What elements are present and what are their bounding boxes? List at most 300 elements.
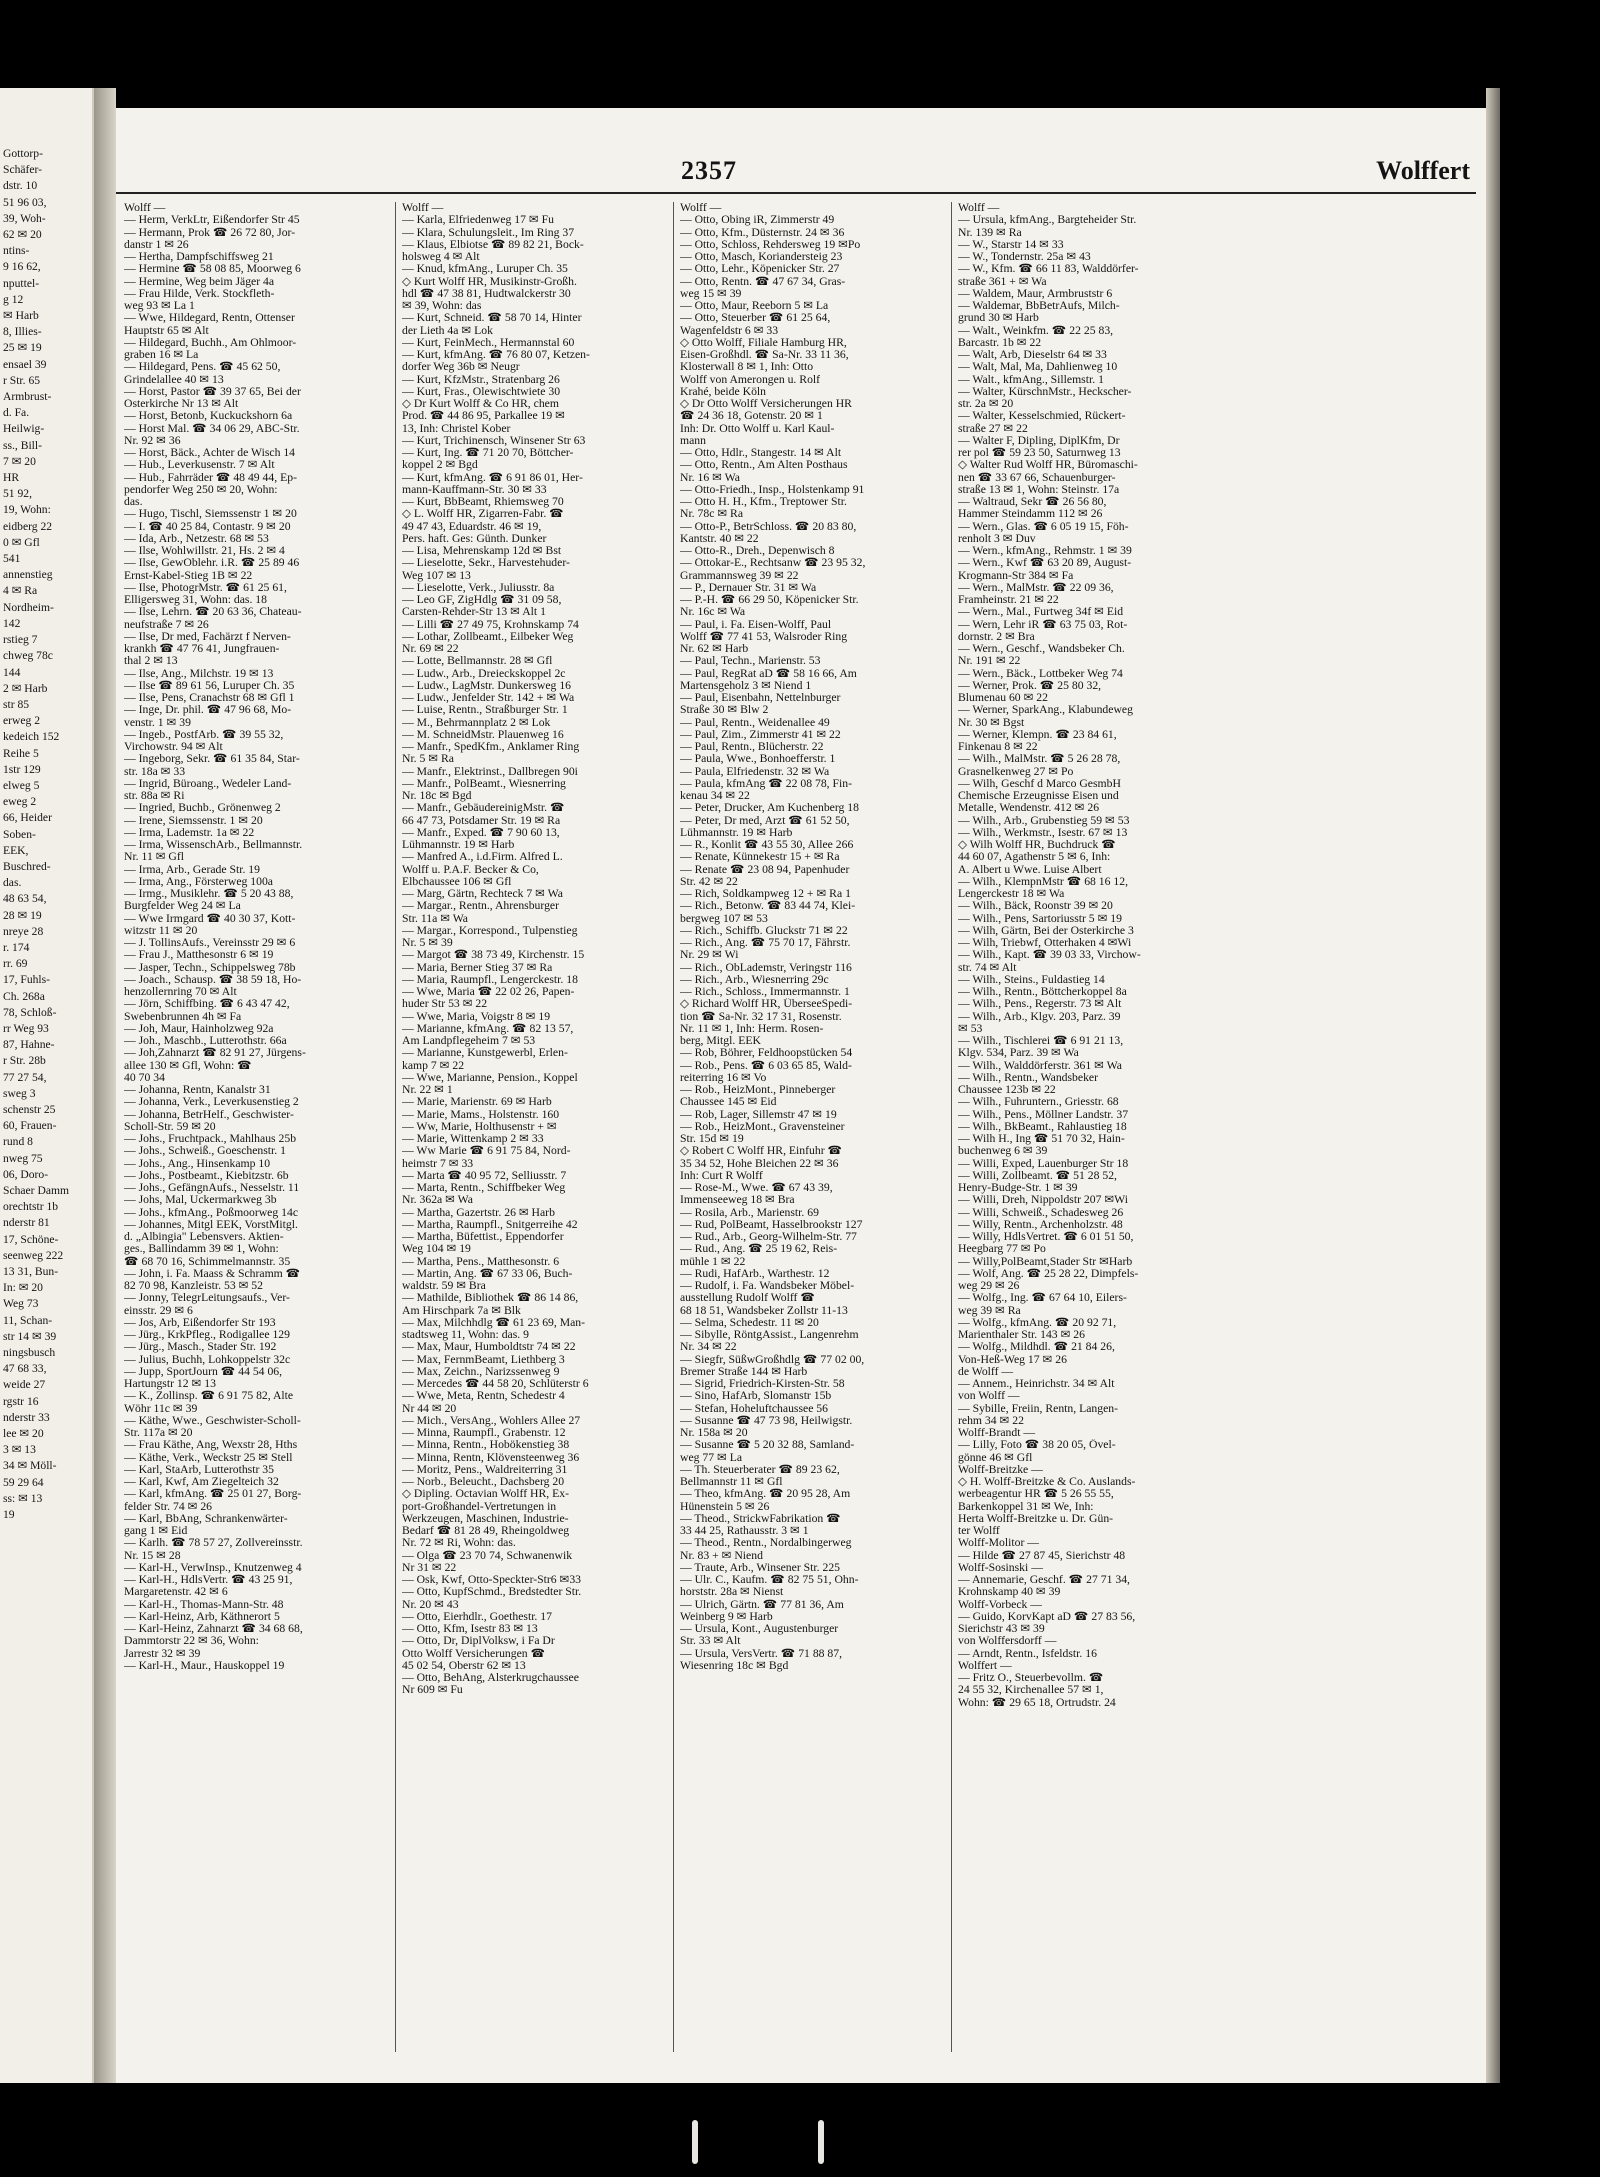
directory-entry-line: Am Landpflegeheim 7 ✉ 53 bbox=[402, 1035, 536, 1047]
directory-entry-line: — Horst Mal. ☎ 34 06 29, ABC-Str. bbox=[124, 422, 300, 435]
previous-page-fragment: nderstr 81 bbox=[3, 1216, 50, 1230]
previous-page-edge bbox=[0, 88, 94, 2083]
directory-entry-line: — Walter, KürschnMstr., Heckscher- bbox=[958, 385, 1132, 398]
directory-entry-line: Nr. 83 + ✉ Niend bbox=[680, 1549, 763, 1562]
directory-entry-line: — Werner, SparkAng., Klabundeweg bbox=[958, 704, 1133, 717]
directory-entry-line: — Jürg., KrkPfleg., Rodigallee 129 bbox=[124, 1329, 290, 1341]
directory-entry-line: — Joh,Zahnarzt ☎ 82 91 27, Jürgens- bbox=[124, 1047, 306, 1060]
directory-entry-line: ges., Ballindamm 39 ✉ 1, Wohn: bbox=[124, 1243, 279, 1256]
directory-entry-line: — Otto-R., Dreh., Depenwisch 8 bbox=[680, 545, 835, 557]
directory-entry-line: Lühmannstr. 19 ✉ Harb bbox=[402, 839, 515, 851]
directory-entry-line: — Ilse, Dr med, Fachärzt f Nerven- bbox=[124, 630, 291, 643]
directory-entry-line: — Wilh., KlempnMstr ☎ 68 16 12, bbox=[958, 875, 1129, 888]
directory-entry-line: dorfer Weg 36b ✉ Neugr bbox=[402, 361, 520, 374]
previous-page-fragment: 9 16 62, bbox=[3, 260, 41, 274]
directory-entry-line: — M., Behrmannplatz 2 ✉ Lok bbox=[402, 716, 551, 729]
directory-entry-line: Am Hirschpark 7a ✉ Blk bbox=[402, 1304, 521, 1317]
previous-page-fragment: erweg 2 bbox=[3, 714, 41, 728]
directory-entry-line: — Theod., StrickwFabrikation ☎ bbox=[680, 1512, 841, 1525]
directory-entry-line: — Hermine, Weg beim Jäger 4a bbox=[124, 275, 275, 288]
directory-entry-line: — Rich., Betonw. ☎ 83 44 74, Klei- bbox=[680, 900, 856, 913]
directory-entry-line: — Renate ☎ 23 08 94, Papenhuder bbox=[680, 863, 850, 876]
previous-page-fragment: Reihe 5 bbox=[3, 746, 39, 760]
directory-entry-line: ◇ H. Wolff-Breitzke & Co. Auslands- bbox=[958, 1476, 1136, 1488]
directory-entry-line: — Susanne ☎ 5 20 32 88, Samland- bbox=[680, 1439, 855, 1452]
directory-column-4 bbox=[958, 202, 1223, 1709]
directory-entry-line: — Kurt, Ing. ☎ 71 20 70, Böttcher- bbox=[402, 447, 574, 459]
directory-entry-line: — Werner, Prok. ☎ 25 80 32, bbox=[958, 679, 1102, 692]
previous-page-fragment: sweg 3 bbox=[3, 1086, 36, 1100]
directory-entry-line: — Kurt, Schneid. ☎ 58 70 14, Hinter bbox=[402, 312, 582, 325]
directory-entry-line: Herta Wolff-Breitzke u. Dr. Gün- bbox=[958, 1512, 1114, 1525]
directory-entry-line: 40 70 34 bbox=[124, 1071, 165, 1084]
directory-entry-line: — Martha, Raumpfl., Snitgerreihe 42 bbox=[402, 1218, 578, 1231]
directory-entry-line: — Sino, HafArb, Slomanstr 15b bbox=[680, 1390, 832, 1403]
directory-entry-line: — Paul, Rentn., Blücherstr. 22 bbox=[680, 741, 824, 753]
previous-page-fragment: 51 96 03, bbox=[3, 195, 47, 209]
directory-entry-line: — Wwe, Maria, Voigstr 8 ✉ 19 bbox=[402, 1010, 551, 1023]
previous-page-fragment: In: ✉ 20 bbox=[3, 1281, 43, 1295]
directory-entry-line: tion ☎ Sa-Nr. 32 17 31, Rosenstr. bbox=[680, 1010, 842, 1023]
directory-entry-line: — Luise, Rentn., Straßburger Str. 1 bbox=[402, 704, 568, 717]
directory-entry-line: Nr. 18c ✉ Bgd bbox=[402, 790, 472, 802]
previous-page-fragment: Weg 73 bbox=[3, 1297, 39, 1311]
directory-entry-line: ◇ Dipling. Octavian Wolff HR, Ex- bbox=[402, 1488, 569, 1501]
directory-entry-line: ✉ 39, Wohn: das bbox=[402, 300, 482, 312]
directory-entry-line: Nr. 11 ✉ 1, Inh: Herm. Rosen- bbox=[680, 1022, 824, 1035]
directory-entry-line: — Sigrid, Friedrich-Kirsten-Str. 58 bbox=[680, 1378, 845, 1390]
directory-entry-line: — Frau Käthe, Ang, Wexstr 28, Hths bbox=[124, 1439, 298, 1452]
directory-entry-line: — Ilse, Lehrn. ☎ 20 63 36, Chateau- bbox=[124, 606, 302, 619]
previous-page-fragment: ntins- bbox=[3, 244, 30, 258]
directory-entry-line: einsstr. 29 ✉ 6 bbox=[124, 1304, 193, 1317]
directory-entry-line: Immenseeweg 18 ✉ Bra bbox=[680, 1194, 795, 1207]
directory-entry-line: 66 47 73, Potsdamer Str. 19 ✉ Ra bbox=[402, 814, 561, 827]
directory-entry-line: — R., Konlit ☎ 43 55 30, Allee 266 bbox=[680, 839, 854, 851]
directory-entry-line: — Wwe, Maria ☎ 22 02 26, Papen- bbox=[402, 986, 575, 998]
directory-entry-line: — Willy,PolBeamt,Stader Str ✉Harb bbox=[958, 1255, 1133, 1268]
directory-entry-line: — Waldem, Maur, Armbruststr 6 bbox=[958, 287, 1113, 300]
directory-entry-line: Lühmannstr. 19 ✉ Harb bbox=[680, 826, 793, 839]
directory-entry-line: — Joh, Maur, Hainholzweg 92a bbox=[124, 1022, 274, 1035]
directory-entry-line: — Annem., Heinrichstr. 34 ✉ Alt bbox=[958, 1378, 1115, 1390]
directory-entry-line: — Johs., Ang., Hinsenkamp 10 bbox=[124, 1157, 271, 1170]
directory-entry-line: — Johannes, Mitgl EEK, VorstMitgl. bbox=[124, 1218, 298, 1231]
directory-entry-line: Nr. 72 ✉ Ri, Wohn: das. bbox=[402, 1537, 516, 1550]
directory-entry-line: — Werner, Klempn. ☎ 23 84 61, bbox=[958, 728, 1117, 741]
directory-entry-line: — Hildegard, Pens. ☎ 45 62 50, bbox=[124, 361, 281, 374]
directory-entry-line: — Ursula, Kont., Augustenburger bbox=[680, 1623, 839, 1635]
previous-page-fragment: 0 ✉ Gfl bbox=[3, 535, 40, 549]
directory-entry-line: — Marta, Rentn., Schiffbeker Weg bbox=[402, 1182, 566, 1194]
directory-entry-line: ter Wolff bbox=[958, 1525, 1000, 1537]
directory-entry-line: — Joh., Maschb., Lutterothstr. 66a bbox=[124, 1035, 287, 1047]
directory-entry-line: — Wilh., Bäck, Roonstr 39 ✉ 20 bbox=[958, 900, 1113, 913]
directory-entry-line: Wagenfeldstr 6 ✉ 33 bbox=[680, 324, 779, 337]
directory-entry-line: — Otto, Lehr., Köpenicker Str. 27 bbox=[680, 263, 840, 276]
directory-entry-line: — Jürg., Masch., Stader Str. 192 bbox=[124, 1341, 277, 1354]
directory-entry-line: mühle 1 ✉ 22 bbox=[680, 1255, 746, 1268]
directory-entry-line: Nr. 62 ✉ Harb bbox=[680, 643, 749, 655]
directory-entry-line: reiterring 16 ✉ Vo bbox=[680, 1071, 767, 1084]
previous-page-fragment: 2 ✉ Harb bbox=[3, 681, 48, 695]
directory-entry-line: — Marianne, Kunstgewerbl, Erlen- bbox=[402, 1047, 568, 1060]
directory-entry-line: das. bbox=[124, 496, 143, 508]
directory-entry-line: Str. 15d ✉ 19 bbox=[680, 1133, 744, 1145]
directory-entry-line: — Ottokar-E., Rechtsanw ☎ 23 95 32, bbox=[680, 557, 866, 570]
directory-entry-line: Nr. 92 ✉ 36 bbox=[124, 434, 181, 447]
directory-entry-line: — Wilh., Arb., Klgv. 203, Parz. 39 bbox=[958, 1010, 1121, 1023]
directory-entry-line: — Wwe, Meta, Rentn, Schedestr 4 bbox=[402, 1390, 565, 1403]
directory-entry-line: Nr. 78c ✉ Ra bbox=[680, 508, 744, 521]
directory-entry-line: — Wilh H., Ing ☎ 51 70 32, Hain- bbox=[958, 1133, 1125, 1145]
directory-entry-line: — Irma, WissenschArb., Bellmannstr. bbox=[124, 839, 303, 851]
directory-entry-line: pendorfer Weg 250 ✉ 20, Wohn: bbox=[124, 483, 278, 496]
previous-page-fragment: lee ✉ 20 bbox=[3, 1427, 44, 1441]
directory-entry-line: — Wern., kfmAng., Rehmstr. 1 ✉ 39 bbox=[958, 545, 1132, 557]
directory-entry-line: Wolff — bbox=[402, 202, 444, 214]
previous-page-fragment: Schaer Damm bbox=[3, 1184, 69, 1197]
directory-entry-line: — Kurt, FeinMech., Hermannstal 60 bbox=[402, 336, 575, 349]
directory-entry-line: — Karl, Kwf, Am Ziegelteich 32 bbox=[124, 1476, 279, 1488]
directory-entry-line: Hartungstr 12 ✉ 13 bbox=[124, 1378, 216, 1390]
directory-entry-line: Nr. 30 ✉ Bgst bbox=[958, 716, 1025, 729]
directory-entry-line: — Otto, BehAng, Alsterkrugchaussee bbox=[402, 1672, 579, 1684]
previous-page-fragment: Ch. 268a bbox=[3, 989, 45, 1003]
previous-page-fragment: schenstr 25 bbox=[3, 1102, 56, 1116]
directory-entry-line: krankh ☎ 47 76 41, Jungfrauen- bbox=[124, 643, 280, 655]
directory-entry-line: — Martin, Ang. ☎ 67 33 06, Buch- bbox=[402, 1267, 573, 1280]
directory-entry-line: Framheinstr. 21 ✉ 22 bbox=[958, 594, 1059, 606]
previous-page-fragment: nweg 75 bbox=[3, 1151, 43, 1165]
directory-entry-line: — Ida, Arb., Netzestr. 68 ✉ 53 bbox=[124, 532, 269, 545]
directory-entry-line: Nr. 11 ✉ Gfl bbox=[124, 851, 185, 864]
directory-entry-line: Chaussee 123b ✉ 22 bbox=[958, 1084, 1056, 1096]
directory-entry-line: buchenweg 6 ✉ 39 bbox=[958, 1145, 1048, 1158]
previous-page-fragment: nderstr 33 bbox=[3, 1410, 50, 1424]
directory-entry-line: Nr. 158a ✉ 20 bbox=[680, 1427, 748, 1439]
directory-entry-line: — Wern., Bäck., Lottbeker Weg 74 bbox=[958, 667, 1123, 680]
previous-page-fragment: kedeich 152 bbox=[3, 730, 60, 744]
directory-entry-line: Wolff — bbox=[958, 202, 1000, 214]
directory-entry-line: kamp 7 ✉ 22 bbox=[402, 1059, 465, 1072]
directory-entry-line: — P., Dernauer Str. 31 ✉ Wa bbox=[680, 581, 817, 594]
directory-entry-line: Hünenstein 5 ✉ 26 bbox=[680, 1500, 770, 1513]
directory-entry-line: — Klaus, Elbiotse ☎ 89 82 21, Bock- bbox=[402, 238, 584, 251]
directory-entry-line: Str. 11a ✉ Wa bbox=[402, 912, 468, 925]
directory-entry-line: ◇ Kurt Wolff HR, Musikinstr-Großh. bbox=[402, 275, 577, 288]
directory-entry-line: — Lilly, Foto ☎ 38 20 05, Övel- bbox=[958, 1439, 1116, 1452]
directory-entry-line: Wolff u. P.A.F. Becker & Co, bbox=[402, 863, 539, 876]
directory-entry-line: — Paula, Elfriedenstr. 32 ✉ Wa bbox=[680, 765, 830, 778]
directory-entry-line: Jarrestr 32 ✉ 39 bbox=[124, 1647, 201, 1660]
directory-entry-line: Grammannsweg 39 ✉ 22 bbox=[680, 569, 799, 582]
directory-entry-line: — Marie, Marienstr. 69 ✉ Harb bbox=[402, 1096, 552, 1109]
directory-entry-line: ◇ Dr Kurt Wolff & Co HR, chem bbox=[402, 398, 559, 410]
directory-entry-line: — Martha, Gazertstr. 26 ✉ Harb bbox=[402, 1206, 555, 1219]
directory-entry-line: renholt 3 ✉ Duv bbox=[958, 532, 1036, 545]
directory-entry-line: — Paula, Wwe., Bonhoefferstr. 1 bbox=[680, 753, 836, 766]
directory-entry-line: — Otto, Rentn., Am Alten Posthaus bbox=[680, 459, 848, 472]
directory-entry-line: — Irmg., Musiklehr. ☎ 5 20 43 88, bbox=[124, 888, 294, 900]
directory-entry-line: Wolff-Molitor — bbox=[958, 1537, 1039, 1550]
previous-page-fragment: Nordheim- bbox=[3, 600, 54, 614]
directory-entry-line: weg 39 ✉ Ra bbox=[958, 1304, 1021, 1317]
directory-entry-line: — Paula, kfmAng ☎ 22 08 78, Fin- bbox=[680, 777, 853, 790]
directory-entry-line: kenau 34 ✉ 22 bbox=[680, 790, 750, 802]
directory-entry-line: — Fritz O., Steuerbevollm. ☎ bbox=[958, 1672, 1104, 1684]
directory-entry-line: 82 70 98, Kanzleistr. 53 ✉ 52 bbox=[124, 1280, 263, 1292]
directory-entry-line: — Mercedes ☎ 44 58 20, Schlüterstr 6 bbox=[402, 1378, 589, 1390]
directory-entry-line: — Irma, Lademstr. 1a ✉ 22 bbox=[124, 826, 255, 839]
directory-entry-line: — Otto, Kfm, Isestr 83 ✉ 13 bbox=[402, 1623, 538, 1635]
previous-page-fragment: eidberg 22 bbox=[3, 519, 53, 533]
directory-entry-line: Wolff-Vorbeck — bbox=[958, 1598, 1042, 1611]
directory-entry-line: — Kurt, kfmAng. ☎ 6 91 86 01, Her- bbox=[402, 471, 583, 484]
directory-column-1 bbox=[124, 202, 389, 1672]
previous-page-fragment: 13 31, Bun- bbox=[3, 1265, 59, 1279]
previous-page-fragment: d. Fa. bbox=[3, 406, 30, 420]
previous-page-fragment: r Str. 28b bbox=[3, 1054, 46, 1068]
directory-entry-line: — Manfr., Elektrinst., Dallbregen 90i bbox=[402, 765, 578, 778]
directory-entry-line: — Wilh., Arb., Grubenstieg 59 ✉ 53 bbox=[958, 814, 1130, 827]
directory-entry-line: — Rich, Soldkampweg 12 + ✉ Ra 1 bbox=[680, 888, 851, 900]
directory-entry-line: thal 2 ✉ 13 bbox=[124, 655, 178, 668]
directory-entry-line: — Martha, Büfettist., Eppendorfer bbox=[402, 1231, 564, 1243]
directory-entry-line: — Lieselotte, Verk., Juliusstr. 8a bbox=[402, 581, 555, 594]
directory-entry-line: — Inge, Dr. phil. ☎ 47 96 68, Mo- bbox=[124, 704, 292, 717]
directory-entry-line: — Ingeb., PostfArb. ☎ 39 55 32, bbox=[124, 728, 284, 741]
directory-entry-line: Weg 104 ✉ 19 bbox=[402, 1243, 471, 1256]
directory-entry-line: Straße 30 ✉ Blw 2 bbox=[680, 704, 769, 717]
directory-entry-line: — Max, Milchhdlg ☎ 61 23 69, Man- bbox=[402, 1316, 586, 1329]
directory-entry-line: — Marg, Gärtn, Rechteck 7 ✉ Wa bbox=[402, 888, 563, 900]
directory-column-3 bbox=[680, 202, 945, 1672]
page-number: 2357 bbox=[681, 156, 737, 185]
directory-entry-line: — Johanna, Rentn, Kanalstr 31 bbox=[124, 1084, 271, 1096]
directory-entry-line: — Wilh., Steins., Fuldastieg 14 bbox=[958, 973, 1105, 986]
previous-page-fragment: 19, Wohn: bbox=[3, 503, 51, 517]
directory-entry-line: Nr. 22 ✉ 1 bbox=[402, 1084, 453, 1096]
directory-entry-line: Scholl-Str. 59 ✉ 20 bbox=[124, 1120, 216, 1133]
directory-entry-line: — Minna, Raumpfl., Grabenstr. 12 bbox=[402, 1427, 566, 1439]
directory-entry-line: — Rich., Schloss., Immermannstr. 1 bbox=[680, 986, 850, 998]
previous-page-fragment: 25 ✉ 19 bbox=[3, 341, 42, 355]
previous-page-fragment: 62 ✉ 20 bbox=[3, 228, 42, 242]
directory-entry-line: — Ww Marie ☎ 6 91 75 84, Nord- bbox=[402, 1145, 571, 1158]
directory-entry-line: — Otto H. H., Kfm., Treptower Str. bbox=[680, 496, 847, 508]
directory-entry-line: stadtsweg 11, Wohn: das. 9 bbox=[402, 1329, 529, 1341]
previous-page-fragment: r Str. 65 bbox=[3, 373, 41, 387]
previous-page-fragment: 11, Schan- bbox=[3, 1313, 53, 1327]
directory-entry-line: danstr 1 ✉ 26 bbox=[124, 238, 189, 251]
directory-entry-line: — Sybille, Freiin, Rentn, Langen- bbox=[958, 1402, 1119, 1415]
directory-entry-line: grund 30 ✉ Harb bbox=[958, 312, 1039, 325]
directory-entry-line: Wolff — bbox=[124, 202, 166, 214]
directory-entry-line: Henry-Budge-Str. 1 ✉ 39 bbox=[958, 1182, 1078, 1194]
directory-entry-line: — Otto, Hdlr., Stangestr. 14 ✉ Alt bbox=[680, 447, 842, 459]
directory-entry-line: — Käthe, Verk., Weckstr 25 ✉ Stell bbox=[124, 1451, 293, 1464]
directory-entry-line: — Wern., Kwf ☎ 63 20 89, August- bbox=[958, 557, 1132, 570]
directory-entry-line: Barcastr. 1b ✉ 22 bbox=[958, 336, 1042, 349]
directory-entry-line: — Willy, HdlsVertret. ☎ 6 01 51 50, bbox=[958, 1231, 1134, 1243]
directory-entry-line: — Wilh., Fuhruntern., Griesstr. 68 bbox=[958, 1096, 1119, 1109]
directory-entry-line: Krogmann-Str 384 ✉ Fa bbox=[958, 569, 1074, 582]
directory-entry-line: — Rich., Schiffb. Gluckstr 71 ✉ 22 bbox=[680, 924, 848, 937]
directory-entry-line: ☎ 24 36 18, Gotenstr. 20 ✉ 1 bbox=[680, 410, 823, 423]
directory-entry-line: — Johs., kfmAng., Poßmoorweg 14c bbox=[124, 1206, 299, 1219]
directory-entry-line: Wolffert — bbox=[958, 1659, 1012, 1672]
directory-entry-line: — Wern., Mal., Furtweg 34f ✉ Eid bbox=[958, 606, 1124, 619]
directory-entry-line: von Wolffersdorff — bbox=[958, 1635, 1057, 1648]
previous-page-fragment: ningsbusch bbox=[3, 1346, 56, 1360]
previous-page-fragment: 51 92, bbox=[3, 487, 32, 501]
directory-entry-line: Eisen-Großhdl. ☎ Sa-Nr. 33 11 36, bbox=[680, 349, 849, 361]
directory-entry-line: — Jasper, Techn., Schippelsweg 78b bbox=[124, 961, 296, 974]
directory-entry-line: — Wwe Irmgard ☎ 40 30 37, Kott- bbox=[124, 912, 296, 925]
directory-entry-line: gönne 46 ✉ Gfl bbox=[958, 1451, 1033, 1464]
directory-entry-line: — Wilh., Tischlerei ☎ 6 91 21 13, bbox=[958, 1035, 1124, 1047]
directory-entry-line: Str. 42 ✉ 22 bbox=[680, 875, 738, 888]
directory-entry-line: — Mich., VersAng., Wohlers Allee 27 bbox=[402, 1414, 581, 1427]
directory-entry-line: — M. SchneidMstr. Plauenweg 16 bbox=[402, 728, 564, 741]
directory-entry-line: nen ☎ 33 67 66, Schauenburger- bbox=[958, 471, 1116, 484]
previous-page-fragment: 19 bbox=[3, 1508, 15, 1522]
directory-entry-line: — Rich., ObLademstr, Veringstr 116 bbox=[680, 961, 852, 974]
previous-page-fragment: 3 ✉ 13 bbox=[3, 1443, 36, 1457]
directory-entry-line: — Walt, Arb, Dieselstr 64 ✉ 33 bbox=[958, 349, 1107, 361]
directory-entry-line: heimstr 7 ✉ 33 bbox=[402, 1157, 474, 1170]
directory-entry-line: — Rudi, HafArb., Warthestr. 12 bbox=[680, 1267, 830, 1280]
directory-entry-line: Nr. 191 ✉ 22 bbox=[958, 655, 1021, 668]
directory-entry-line: Wolff von Amerongen u. Rolf bbox=[680, 373, 821, 386]
previous-page-fragment: 541 bbox=[3, 552, 21, 566]
directory-entry-line: — Rob., HeizMont., Pinneberger bbox=[680, 1084, 836, 1096]
directory-entry-line: ✉ 53 bbox=[958, 1022, 983, 1035]
directory-entry-line: — Olga ☎ 23 70 74, Schwanenwik bbox=[402, 1549, 573, 1562]
directory-entry-line: — Margot ☎ 38 73 49, Kirchenstr. 15 bbox=[402, 949, 585, 962]
directory-entry-line: 45 02 54, Oberstr 62 ✉ 13 bbox=[402, 1659, 526, 1672]
directory-entry-line: — Marianne, kfmAng. ☎ 82 13 57, bbox=[402, 1022, 574, 1035]
directory-entry-line: mann-Kauffmann-Str. 30 ✉ 33 bbox=[402, 483, 547, 496]
directory-entry-line: — Otto, Steuerber ☎ 61 25 64, bbox=[680, 312, 831, 325]
directory-entry-line: dornstr. 2 ✉ Bra bbox=[958, 630, 1035, 643]
directory-entry-line: koppel 2 ✉ Bgd bbox=[402, 459, 478, 472]
directory-entry-line: 49 47 43, Eduardstr. 46 ✉ 19, bbox=[402, 520, 542, 533]
directory-entry-line: — Norb., Beleucht., Dachsberg 20 bbox=[402, 1476, 565, 1488]
directory-entry-line: — Karla, Elfriedenweg 17 ✉ Fu bbox=[402, 214, 554, 227]
directory-entry-line: Nr. 5 ✉ Ra bbox=[402, 753, 454, 766]
directory-entry-line: — Manfr., PolBeamt., Wiesnerring bbox=[402, 777, 566, 790]
previous-page-fragment: 59 29 64 bbox=[3, 1475, 44, 1489]
previous-page-fragment: elweg 5 bbox=[3, 778, 40, 792]
directory-entry-line: Krahé, beide Köln bbox=[680, 385, 767, 398]
directory-entry-line: — Horst, Bäck., Achter de Wisch 14 bbox=[124, 447, 296, 459]
directory-entry-line: — Marta ☎ 40 95 72, Selliusstr. 7 bbox=[402, 1169, 567, 1182]
directory-entry-line: — Ulrich, Gärtn. ☎ 77 81 36, Am bbox=[680, 1598, 844, 1611]
directory-entry-line: — Wilh., Kapt. ☎ 39 03 33, Virchow- bbox=[958, 949, 1141, 962]
directory-entry-line: — Max, Maur, Humboldtstr 74 ✉ 22 bbox=[402, 1341, 576, 1354]
directory-entry-line: — Wolfg., Ing. ☎ 67 64 10, Eilers- bbox=[958, 1292, 1127, 1305]
directory-entry-line: huder Str 53 ✉ 22 bbox=[402, 998, 488, 1011]
directory-entry-line: Chemische Erzeugnisse Eisen und bbox=[958, 790, 1119, 802]
directory-entry-line: Nr. 34 ✉ 22 bbox=[680, 1341, 737, 1354]
directory-entry-line: — Max, Zeichn., Narizssenweg 9 bbox=[402, 1365, 560, 1378]
directory-entry-line: — Wilh., MalMstr. ☎ 5 26 28 78, bbox=[958, 753, 1121, 766]
directory-entry-line: — Ilse, PhotogrMstr. ☎ 61 25 61, bbox=[124, 581, 287, 594]
page-edge-shadow bbox=[1486, 88, 1500, 2083]
previous-page-fragment: orechtstr 1b bbox=[3, 1200, 59, 1214]
directory-entry-line: — Mathilde, Bibliothek ☎ 86 14 86, bbox=[402, 1292, 579, 1305]
previous-page-fragment: 142 bbox=[3, 616, 21, 630]
directory-entry-line: — Wwe, Hildegard, Rentn, Ottenser bbox=[124, 312, 295, 325]
directory-entry-line: berg, Mitgl. EEK bbox=[680, 1035, 761, 1047]
directory-entry-line: — Lothar, Zollbeamt., Eilbeker Weg bbox=[402, 630, 574, 643]
directory-entry-line: — Hertha, Dampfschiffsweg 21 bbox=[124, 251, 274, 263]
directory-entry-line: 68 18 51, Wandsbeker Zollstr 11-13 bbox=[680, 1304, 848, 1317]
directory-entry-line: — Hermine ☎ 58 08 85, Moorweg 6 bbox=[124, 263, 301, 276]
directory-entry-line: — Ingeborg, Sekr. ☎ 61 35 84, Star- bbox=[124, 753, 300, 766]
directory-entry-line: — Marie, Wittenkamp 2 ✉ 33 bbox=[402, 1133, 544, 1145]
directory-entry-line: Virchowstr. 94 ✉ Alt bbox=[124, 741, 223, 753]
directory-entry-line: Hauptstr 65 ✉ Alt bbox=[124, 324, 209, 337]
directory-entry-line: — Walter, Kesselschmied, Rückert- bbox=[958, 410, 1126, 423]
directory-entry-line: — Otto, Masch, Koriandersteig 23 bbox=[680, 251, 843, 263]
directory-entry-line: — Lilli ☎ 27 49 75, Krohnskamp 74 bbox=[402, 618, 579, 631]
directory-entry-line: — Otto-Friedh., Insp., Holstenkamp 91 bbox=[680, 483, 865, 496]
directory-entry-line: straße 361 + ✉ Wa bbox=[958, 275, 1047, 288]
directory-entry-line: Osterkirche Nr 13 ✉ Alt bbox=[124, 398, 239, 410]
previous-page-fragment: str 85 bbox=[3, 697, 30, 711]
directory-entry-line: — Rudolf, i. Fa. Wandsbeker Möbel- bbox=[680, 1280, 855, 1292]
previous-page-fragment: EEK, bbox=[3, 843, 29, 857]
directory-entry-line: — Paul, Eisenbahn, Nettelnburger bbox=[680, 692, 841, 704]
directory-entry-line: — Susanne ☎ 47 73 98, Heilwigstr. bbox=[680, 1414, 853, 1427]
previous-page-fragment: eweg 2 bbox=[3, 795, 37, 809]
directory-entry-line: — Otto, Kfm., Düsternstr. 24 ✉ 36 bbox=[680, 226, 845, 239]
directory-entry-line: — Kurt, BbBeamt, Rhiemsweg 70 bbox=[402, 496, 564, 508]
directory-entry-line: waldstr. 59 ✉ Bra bbox=[402, 1280, 486, 1292]
directory-entry-line: ◇ L. Wolff HR, Zigarren-Fabr. ☎ bbox=[402, 508, 564, 521]
directory-entry-line: str. 18a ✉ 33 bbox=[124, 765, 186, 778]
directory-entry-line: Bremer Straße 144 ✉ Harb bbox=[680, 1365, 808, 1378]
directory-entry-line: — Wilh, Gärtn, Bei der Osterkirche 3 bbox=[958, 924, 1134, 937]
directory-entry-line: — Frau Hilde, Verk. Stockfleth- bbox=[124, 287, 275, 300]
directory-entry-line: — Willi, Dreh, Nippoldstr 207 ✉Wi bbox=[958, 1194, 1128, 1207]
directory-entry-line: str. 2a ✉ 20 bbox=[958, 398, 1014, 410]
previous-page-fragment: rund 8 bbox=[3, 1135, 33, 1149]
directory-entry-line: henzollernring 70 ✉ Alt bbox=[124, 986, 237, 998]
previous-page-fragment: 144 bbox=[3, 665, 21, 679]
directory-entry-line: — Willi, Exped, Lauenburger Str 18 bbox=[958, 1157, 1129, 1170]
directory-entry-line: ☎ 68 70 16, Schimmelmannstr. 35 bbox=[124, 1255, 291, 1268]
previous-page-fragment: Schäfer- bbox=[3, 163, 43, 177]
directory-entry-line: Wolff-Sosinski — bbox=[958, 1561, 1043, 1574]
directory-entry-line: — Minna, Rentn., Hobökenstieg 38 bbox=[402, 1439, 570, 1452]
directory-entry-line: Bedarf ☎ 81 28 49, Rheingoldweg bbox=[402, 1525, 570, 1537]
directory-entry-line: — Stefan, Hoheluftchaussee 56 bbox=[680, 1402, 828, 1415]
directory-entry-line: Str. 33 ✉ Alt bbox=[680, 1635, 741, 1648]
directory-entry-line: — Wilh., BkBeamt., Rahlaustieg 18 bbox=[958, 1120, 1127, 1133]
directory-entry-line: — Kurt, Trichinensch, Winsener Str 63 bbox=[402, 434, 586, 447]
previous-page-fragment: 34 ✉ Möll- bbox=[3, 1459, 57, 1473]
directory-entry-line: — Maria, Raumpfl., Lengerckestr. 18 bbox=[402, 973, 578, 986]
previous-page-fragment: 60, Frauen- bbox=[3, 1119, 57, 1133]
directory-entry-line: — Walt., Weinkfm. ☎ 22 25 83, bbox=[958, 324, 1114, 337]
directory-entry-line: — Th. Steuerberater ☎ 89 23 62, bbox=[680, 1463, 840, 1476]
previous-page-fragment: Soben- bbox=[3, 827, 36, 841]
directory-entry-line: — Wolfg., kfmAng. ☎ 20 92 71, bbox=[958, 1316, 1117, 1329]
